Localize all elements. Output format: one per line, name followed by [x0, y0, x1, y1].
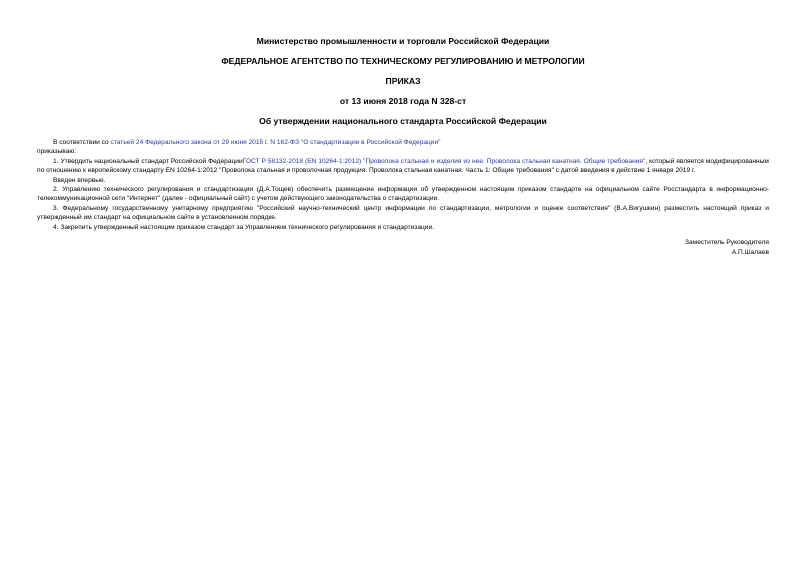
- document-type: ПРИКАЗ: [385, 76, 421, 86]
- item-1-note: Введен впервые.: [53, 176, 106, 184]
- item-3: 3. Федеральному государственному унитарному предприятию "Российский научно-технический центр информации по стандартизации, метрологии и оценке соответствия" (В.А.Вигушкин) разместить настоящий приказ и утвержденный им стандарт на официальном сайте в установленном порядке.: [37, 204, 769, 222]
- intro-prefix: В соответствии со: [53, 139, 111, 146]
- document-page: [37, 36, 769, 257]
- gost-standard-link[interactable]: ГОСТ Р 58132-2018 (EN 10264-1:2012) "Проволока стальная и изделия из нее. Проволока стальная канатная. Общие требования": [242, 157, 646, 165]
- signer-position: Заместитель Руководителя: [685, 239, 769, 247]
- item-1-prefix: 1. Утвердить национальный стандарт Российской Федерации: [53, 157, 243, 165]
- item-1: [37, 157, 769, 176]
- ministry-name: Министерство промышленности и торговли Российской Федерации: [256, 36, 550, 46]
- federal-law-link[interactable]: статьей 24 Федерального закона от 29 июня 2015 г. N 162-ФЗ "О стандартизации в Российской Федерации": [110, 139, 441, 146]
- document-body: [37, 138, 769, 232]
- item-4: 4. Закрепить утвержденный настоящим приказом стандарт за Управлением технического регулирования и стандартизации.: [53, 223, 434, 231]
- intro-paragraph: [37, 138, 769, 147]
- item-2: 2. Управлению технического регулирования и стандартизации (Д.А.Тощев) обеспечить размещение информации об утвержденном настоящим приказом стандарте на официальном сайте Росстандарта в информационно-телекоммуникационной сети "Интернет" (далее - официальный сайт) с учетом действующего законодательства о стандартизации.: [37, 186, 769, 203]
- agency-name: ФЕДЕРАЛЬНОЕ АГЕНТСТВО ПО ТЕХНИЧЕСКОМУ РЕГУЛИРОВАНИЮ И МЕТРОЛОГИИ: [221, 56, 585, 66]
- signature-block: [37, 238, 769, 257]
- document-subject: Об утверждении национального стандарта Российской Федерации: [259, 116, 547, 126]
- decree-word: приказываю:: [37, 148, 77, 156]
- document-date-number: от 13 июня 2018 года N 328-ст: [339, 96, 467, 106]
- item-1-suffix: , который является модифицированным по отношению к европейскому стандарту EN 10264-1:2012 "Проволока стальная и проволочная продукция. Проволока стальная канатная. Часть 1: Общие требования" с датой введения в действие 1 января 2019 г.: [37, 157, 769, 175]
- signer-name: А.П.Шалаев: [731, 248, 769, 256]
